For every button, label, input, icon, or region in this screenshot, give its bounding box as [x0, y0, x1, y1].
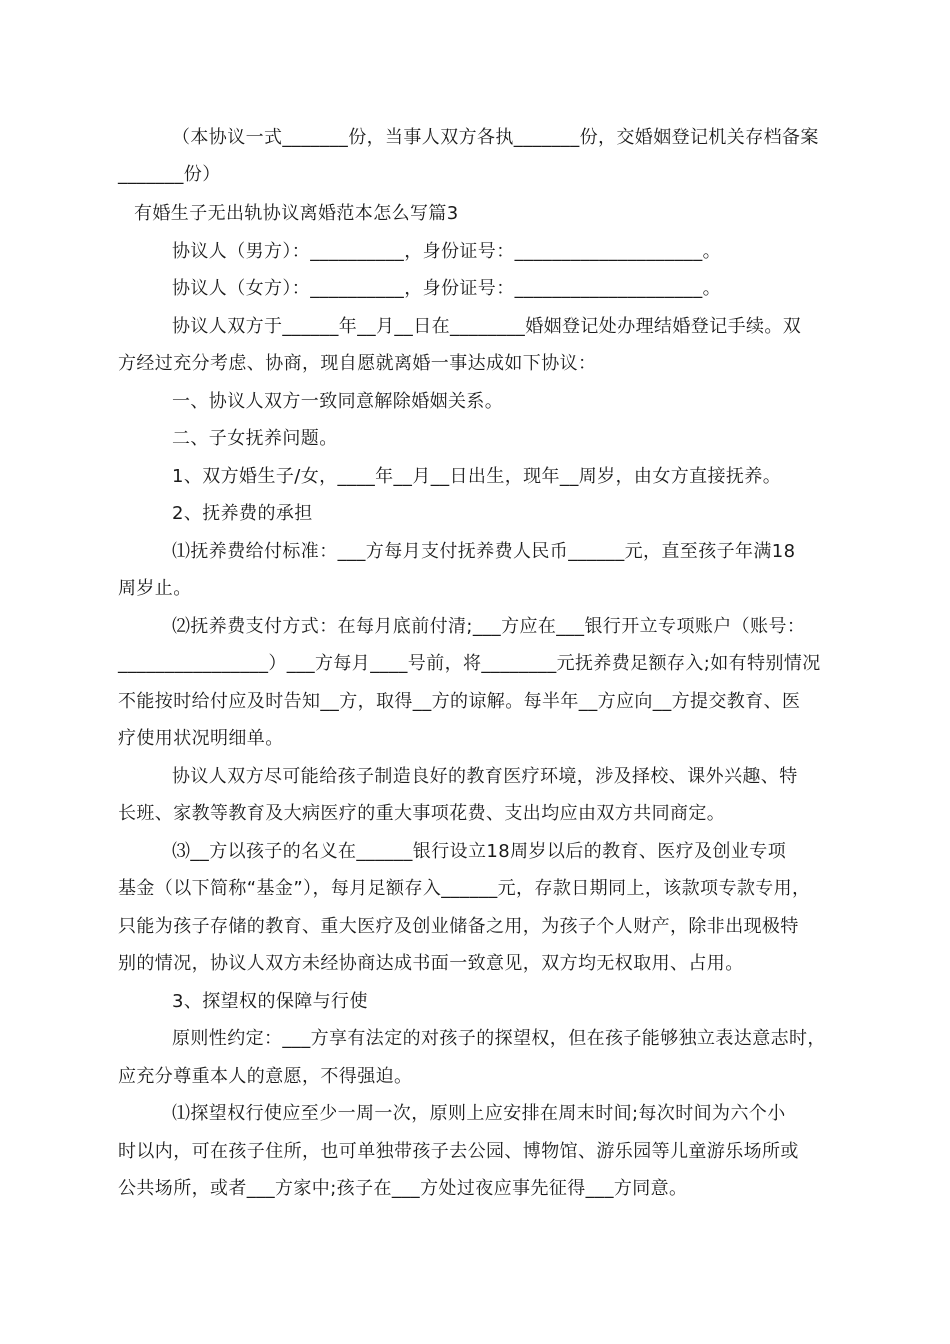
text-line: 原则性约定：___方享有法定的对孩子的探望权，但在孩子能够独立表达意志时，	[172, 1028, 826, 1049]
text-line: 3、探望权的保障与行使	[172, 991, 368, 1012]
text-line: （本协议一式_______份，当事人双方各执_______份，交婚姻登记机关存档备案	[172, 127, 819, 148]
text-line: 不能按时给付应及时告知__方，取得__方的谅解。每半年__方应向__方提交教育、医	[118, 691, 801, 712]
text-line: 周岁止。	[118, 578, 192, 599]
text-line: ⑴探望权行使应至少一周一次，原则上应安排在周末时间;每次时间为六个小	[172, 1103, 786, 1124]
text-line: 只能为孩子存储的教育、重大医疗及创业储备之用，为孩子个人财产，除非出现极特	[118, 916, 799, 937]
text-line: _______份）	[118, 164, 221, 185]
text-line: 协议人（男方）：__________，身份证号：____________________。	[172, 241, 721, 262]
text-line: 别的情况，协议人双方未经协商达成书面一致意见，双方均无权取用、占用。	[118, 953, 744, 974]
text-line: 协议人双方尽可能给孩子制造良好的教育医疗环境，涉及择校、课外兴趣、特	[172, 766, 798, 787]
text-line: 公共场所，或者___方家中;孩子在___方处过夜应事先征得___方同意。	[118, 1178, 688, 1199]
text-line: 2、抚养费的承担	[172, 503, 313, 524]
text-line: ⑶__方以孩子的名义在______银行设立18周岁以后的教育、医疗及创业专项	[172, 841, 787, 862]
text-line: 疗使用状况明细单。	[118, 728, 284, 749]
text-line: 协议人双方于______年__月__日在________婚姻登记处办理结婚登记手续。双	[172, 316, 802, 337]
text-line: 基金（以下简称“基金”），每月足额存入______元，存款日期同上，该款项专款专用，	[118, 878, 811, 899]
text-line: ⑴抚养费给付标准：___方每月支付抚养费人民币______元，直至孩子年满18	[172, 541, 796, 562]
text-line: 1、双方婚生子/女，____年__月__日出生，现年__周岁，由女方直接抚养。	[172, 466, 782, 487]
text-line: ⑵抚养费支付方式：在每月底前付清;___方应在___银行开立专项账户（账号：	[172, 616, 806, 637]
text-line: ________________）___方每月____号前，将________元抚养费足额存入;如有特别情况	[118, 653, 821, 674]
text-line: 应充分尊重本人的意愿，不得强迫。	[118, 1066, 413, 1087]
section-heading: 有婚生子无出轨协议离婚范本怎么写篇3	[134, 203, 459, 224]
text-line: 长班、家教等教育及大病医疗的重大事项花费、支出均应由双方共同商定。	[118, 803, 726, 824]
text-line: 一、协议人双方一致同意解除婚姻关系。	[172, 391, 504, 412]
text-line: 二、子女抚养问题。	[172, 428, 338, 449]
text-line: 方经过充分考虑、协商，现自愿就离婚一事达成如下协议：	[118, 353, 597, 374]
text-line: 时以内，可在孩子住所，也可单独带孩子去公园、博物馆、游乐园等儿童游乐场所或	[118, 1141, 799, 1162]
text-line: 协议人（女方）：__________，身份证号：____________________。	[172, 278, 721, 299]
